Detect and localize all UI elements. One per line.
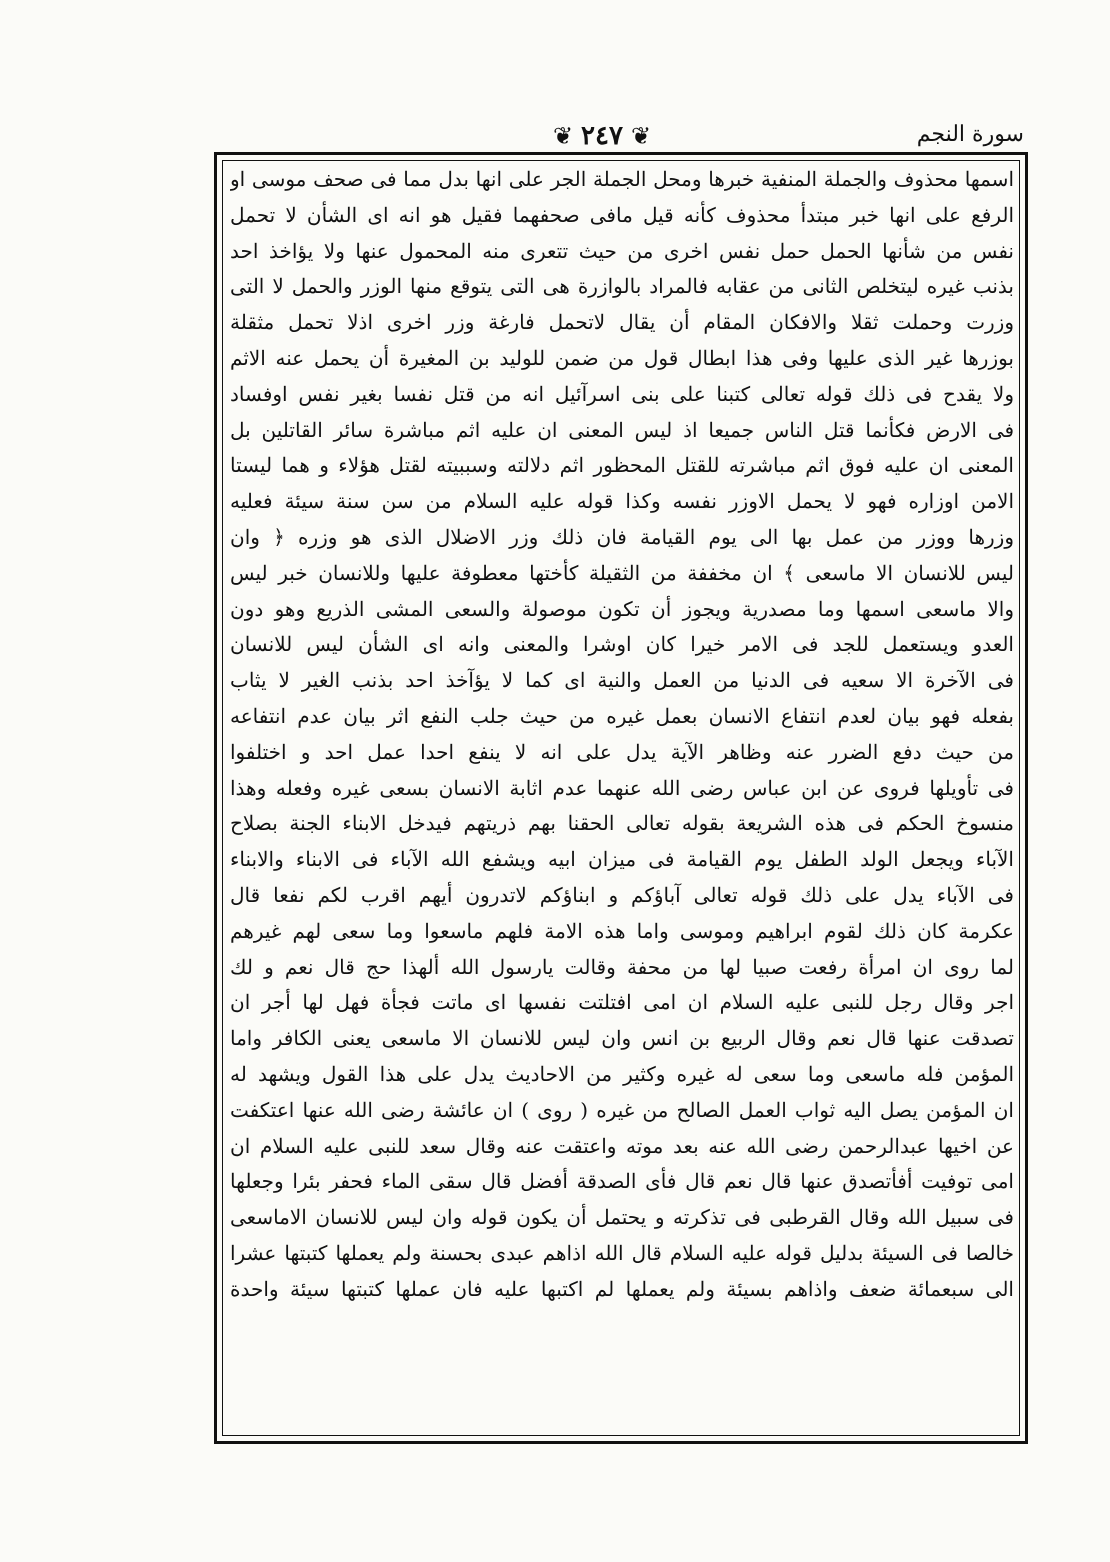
text-line: الآباء ويجعل الولد الطفل يوم القيامة فى ميزان ابيه ويشفع الله الآباء فى الابناء والابناء (230, 847, 1014, 872)
text-line: بفعله فهو بيان لعدم انتفاع الانسان بعمل غيره من حيث جلب النفع اثر بيان عدم انتفاعه (230, 703, 1014, 728)
text-line: وزرها ووزر من عمل بها الى يوم القيامة فان ذلك وزر الاضلال الذى هو وزره ﴿ وان (230, 524, 1014, 549)
text-line: منسوخ الحكم فى هذه الشريعة بقوله تعالى الحقنا بهم ذريتهم فيدخل الابناء الجنة بصلاح (230, 811, 1014, 836)
body-text (230, 162, 1014, 1308)
text-line: العدو ويستعمل للجد فى الامر خيرا كان اوشرا والمعنى وانه اى الشأن ليس للانسان (230, 632, 1014, 657)
text-line: تصدقت عنها قال نعم وقال الربيع بن انس وان ليس للانسان الا ماسعى يعنى الكافر واما (230, 1026, 1014, 1051)
text-line: ان المؤمن يصل اليه ثواب العمل الصالح من غيره ( روى ) ان عائشة رضى الله عنها اعتكفت (230, 1097, 1014, 1122)
ornament-icon: ❦ (630, 122, 652, 150)
text-line: لما روى ان امرأة رفعت صبيا لها من محفة وقالت يارسول الله ألهذا حج قال نعم و لك (230, 954, 1014, 979)
text-line: والا ماسعى اسمها وما مصدرية ويجوز أن تكون موصولة والسعى المشى الذريع وهو دون (230, 596, 1014, 621)
text-line: امى توفيت أفأتصدق عنها قال نعم قال فأى الصدقة أفضل قال سقى الماء فحفر بئرا وجعلها (230, 1169, 1014, 1194)
text-line: الى سبعمائة ضعف واذاهم بسيئة ولم يعملها لم اكتبها عليه فان عملها كتبتها سيئة واحدة (230, 1276, 1014, 1301)
text-line: وزرت وحملت ثقلا والافكان المقام أن يقال لاتحمل فارغة وزر اخرى اذلا تحمل مثقلة (230, 310, 1014, 335)
text-line: فى الآخرة الا سعيه فى الدنيا من العمل والنية اى كما لا يؤآخذ احد بذنب الغير لا يثاب (230, 668, 1014, 693)
text-line: فى الارض فكأنما قتل الناس جميعا اذ ليس المعنى ان عليه اثم مباشرة سائر القاتلين بل (230, 417, 1014, 442)
text-line: بذنب غيره ليتخلص الثانى من عقابه فالمراد بالوازرة هى التى يتوقع منها الوزر والحمل لا التى (230, 274, 1014, 299)
text-line: المعنى ان عليه فوق اثم مباشرته للقتل المحظور اثم دلالته وسببيته لقتل هؤلاء و هما ليستا (230, 453, 1014, 478)
text-line: عن اخيها عبدالرحمن رضى الله عنه بعد موته واعتقت عنه وقال سعد للنبى عليه السلام ان (230, 1133, 1014, 1158)
text-line: الرفع على انها خبر مبتدأ محذوف كأنه قيل مافى صحفهما فقيل هو انه اى الشأن لا تحمل (230, 202, 1014, 227)
text-line: اجر وقال رجل للنبى عليه السلام ان امى افتلتت نفسها اى ماتت فجأة فهل لها أجر ان (230, 990, 1014, 1015)
text-line: فى الآباء يدل على ذلك قوله تعالى آباؤكم و ابناؤكم لاتدرون أيهم اقرب لكم نفعا قال (230, 882, 1014, 907)
text-line: خالصا فى السيئة بدليل قوله عليه السلام قال الله اذاهم عبدى بحسنة ولم يعملها كتبتها عشرا (230, 1240, 1014, 1265)
ornament-icon: ❦ (552, 122, 574, 150)
text-line: نفس من شأنها الحمل حمل نفس اخرى من حيث تتعرى منه المحمول عنها ولا يؤاخذ احد (230, 238, 1014, 263)
surah-name: سورة النجم (916, 122, 1024, 147)
text-line: الامن اوزاره فهو لا يحمل الاوزر نفسه وكذا قوله عليه السلام من سن سنة سيئة فعليه (230, 489, 1014, 514)
text-line: اسمها محذوف والجملة المنفية خبرها ومحل الجملة الجر على انها بدل مما فى صحف موسى او (230, 167, 1014, 191)
text-line: فى تأويلها فروى عن ابن عباس رضى الله عنهما عدم اثابة الانسان بسعى غيره وفعله وهذا (230, 775, 1014, 800)
text-line: فى سبيل الله وقال القرطبى فى تذكرته و يحتمل أن يكون قوله وان ليس للانسان الاماسعى (230, 1205, 1014, 1230)
page-number: ٢٤٧ (581, 121, 623, 151)
text-line: عكرمة كان ذلك لقوم ابراهيم وموسى واما هذه الامة فلهم ماسعوا وما سعى لهم غيرهم (230, 918, 1014, 943)
text-line: من حيث دفع الضرر عنه وظاهر الآية يدل على انه لا ينفع احدا عمل احد و اختلفوا (230, 739, 1014, 764)
text-line: بوزرها غير الذى عليها وفى هذا ابطال قول من ضمن للوليد بن المغيرة أن يحمل عنه الاثم (230, 345, 1014, 370)
text-line: ليس للانسان الا ماسعى ﴾ ان مخففة من الثقيلة كأختها معطوفة عليها وللانسان خبر ليس (230, 560, 1014, 585)
page-number-group (512, 118, 692, 154)
text-line: المؤمن فله ماسعى وما سعى له غيره وكثير من الاحاديث يدل على هذا القول ويشهد له (230, 1061, 1014, 1086)
text-line: ولا يقدح فى ذلك قوله تعالى كتبنا على بنى اسرآئيل انه من قتل نفسا بغير نفس اوفساد (230, 381, 1014, 406)
